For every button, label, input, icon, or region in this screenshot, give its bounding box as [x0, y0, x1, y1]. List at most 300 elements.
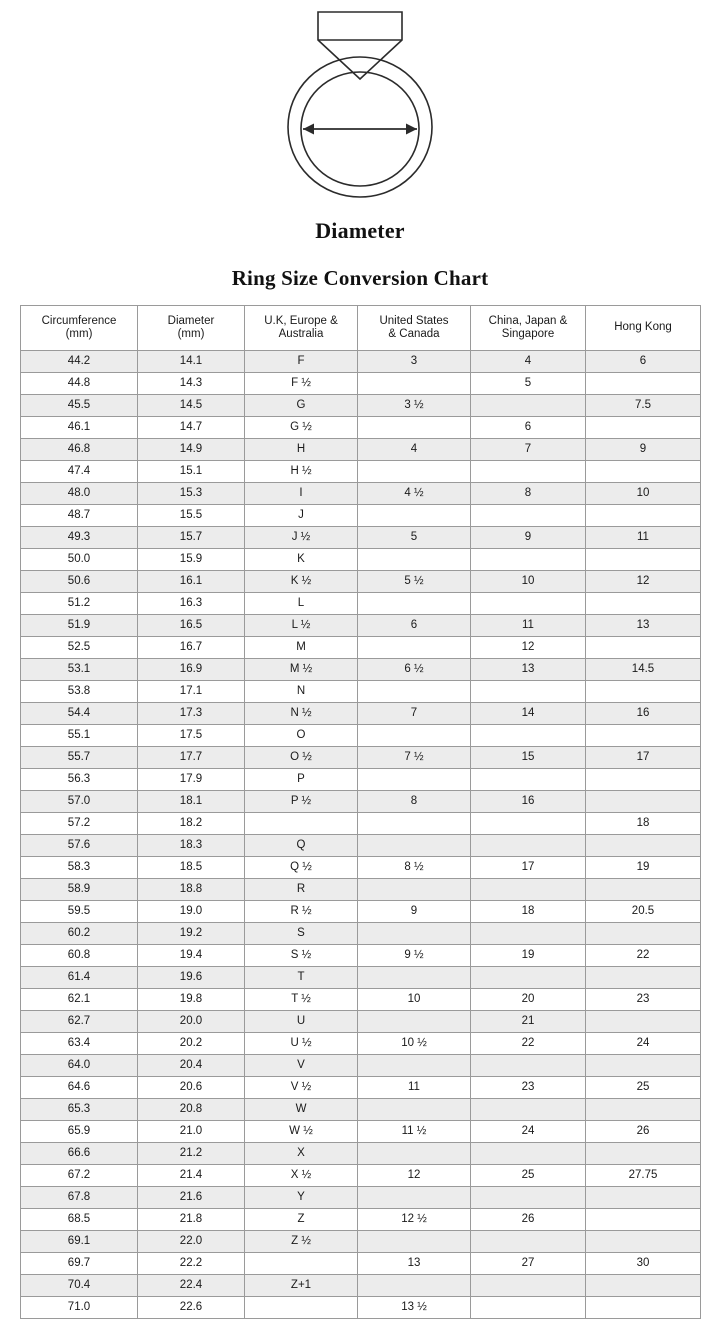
table-cell — [358, 681, 471, 703]
table-cell — [471, 835, 586, 857]
table-cell: 15.1 — [138, 461, 245, 483]
table-cell: 20.2 — [138, 1033, 245, 1055]
table-cell: 8 ½ — [358, 857, 471, 879]
table-cell: 52.5 — [21, 637, 138, 659]
table-cell — [471, 681, 586, 703]
table-cell: 57.0 — [21, 791, 138, 813]
table-cell — [358, 813, 471, 835]
table-cell — [586, 791, 701, 813]
table-cell: 47.4 — [21, 461, 138, 483]
table-cell: 22.4 — [138, 1275, 245, 1297]
table-cell: 14.3 — [138, 373, 245, 395]
table-cell — [358, 373, 471, 395]
table-cell — [245, 1297, 358, 1319]
table-cell — [358, 593, 471, 615]
table-cell: 15.5 — [138, 505, 245, 527]
table-cell — [586, 769, 701, 791]
table-cell: 16.1 — [138, 571, 245, 593]
table-cell: 69.7 — [21, 1253, 138, 1275]
column-header-line2: & Canada — [388, 328, 440, 340]
table-cell — [586, 835, 701, 857]
table-cell: 50.0 — [21, 549, 138, 571]
table-cell: 21.0 — [138, 1121, 245, 1143]
table-cell: 17.1 — [138, 681, 245, 703]
table-row — [21, 923, 701, 945]
table-row — [21, 505, 701, 527]
table-cell: S ½ — [245, 945, 358, 967]
table-row — [21, 1231, 701, 1253]
table-cell — [245, 813, 358, 835]
table-cell: H — [245, 439, 358, 461]
table-cell — [586, 593, 701, 615]
table-cell: 57.2 — [21, 813, 138, 835]
table-cell: 18.8 — [138, 879, 245, 901]
table-row — [21, 351, 701, 373]
table-cell — [471, 813, 586, 835]
table-cell: 26 — [471, 1209, 586, 1231]
table-row — [21, 725, 701, 747]
table-row — [21, 1143, 701, 1165]
table-cell: 11 — [358, 1077, 471, 1099]
table-cell: 62.1 — [21, 989, 138, 1011]
table-cell: 8 — [358, 791, 471, 813]
table-cell: 14.9 — [138, 439, 245, 461]
table-cell: 44.8 — [21, 373, 138, 395]
table-cell: Q ½ — [245, 857, 358, 879]
table-cell: 66.6 — [21, 1143, 138, 1165]
table-cell: J — [245, 505, 358, 527]
table-cell: 6 — [358, 615, 471, 637]
table-cell: 18.5 — [138, 857, 245, 879]
column-header-circumference — [21, 306, 138, 351]
column-header-line1: U.K, Europe & — [264, 314, 338, 327]
table-cell: 16.7 — [138, 637, 245, 659]
column-header-line2: (mm) — [177, 328, 205, 340]
table-cell: 8 — [471, 483, 586, 505]
table-cell: Z ½ — [245, 1231, 358, 1253]
table-cell — [586, 967, 701, 989]
table-row — [21, 791, 701, 813]
table-cell: V ½ — [245, 1077, 358, 1099]
table-cell: 13 — [586, 615, 701, 637]
table-cell — [586, 1099, 701, 1121]
table-cell: 5 — [471, 373, 586, 395]
table-cell: F ½ — [245, 373, 358, 395]
table-cell: 20.0 — [138, 1011, 245, 1033]
table-cell: 14.5 — [586, 659, 701, 681]
table-cell: K ½ — [245, 571, 358, 593]
table-cell: 22.2 — [138, 1253, 245, 1275]
table-cell: 22 — [471, 1033, 586, 1055]
table-row — [21, 989, 701, 1011]
table-cell: 59.5 — [21, 901, 138, 923]
table-row — [21, 769, 701, 791]
table-cell: 12 — [586, 571, 701, 593]
table-cell: 6 — [586, 351, 701, 373]
table-cell: 15.3 — [138, 483, 245, 505]
table-row — [21, 1055, 701, 1077]
table-container — [0, 305, 720, 1319]
table-row — [21, 835, 701, 857]
table-row — [21, 703, 701, 725]
table-cell: 54.4 — [21, 703, 138, 725]
table-row — [21, 901, 701, 923]
table-row — [21, 1187, 701, 1209]
table-cell: 20.8 — [138, 1099, 245, 1121]
table-cell: 17.9 — [138, 769, 245, 791]
table-cell — [358, 1275, 471, 1297]
table-cell: 25 — [586, 1077, 701, 1099]
column-header-line1: United States — [379, 314, 449, 327]
table-cell: M — [245, 637, 358, 659]
table-cell: U — [245, 1011, 358, 1033]
table-cell — [471, 1143, 586, 1165]
table-cell: 20 — [471, 989, 586, 1011]
table-cell: 63.4 — [21, 1033, 138, 1055]
table-cell — [586, 505, 701, 527]
table-cell: 19.8 — [138, 989, 245, 1011]
table-cell: 17 — [471, 857, 586, 879]
table-cell: 27.75 — [586, 1165, 701, 1187]
table-row — [21, 857, 701, 879]
table-cell — [586, 1143, 701, 1165]
table-cell — [358, 1231, 471, 1253]
table-cell: 10 — [471, 571, 586, 593]
table-cell: X ½ — [245, 1165, 358, 1187]
table-cell: 46.1 — [21, 417, 138, 439]
table-row — [21, 1253, 701, 1275]
table-cell — [358, 1099, 471, 1121]
table-cell: 16.9 — [138, 659, 245, 681]
table-cell: 55.7 — [21, 747, 138, 769]
page-title: Ring Size Conversion Chart — [231, 266, 489, 290]
table-row — [21, 527, 701, 549]
table-cell: 11 — [471, 615, 586, 637]
table-cell: 6 — [471, 417, 586, 439]
table-cell — [471, 1099, 586, 1121]
table-cell: M ½ — [245, 659, 358, 681]
table-cell — [358, 725, 471, 747]
table-row — [21, 571, 701, 593]
table-cell — [471, 769, 586, 791]
table-row — [21, 439, 701, 461]
table-cell: 4 — [471, 351, 586, 373]
table-cell: 19.4 — [138, 945, 245, 967]
table-cell: O — [245, 725, 358, 747]
table-row — [21, 1165, 701, 1187]
table-cell: 14.1 — [138, 351, 245, 373]
table-cell: 64.0 — [21, 1055, 138, 1077]
table-cell: 19.6 — [138, 967, 245, 989]
table-cell — [586, 1055, 701, 1077]
column-header-us-canada — [358, 306, 471, 351]
table-cell: 20.4 — [138, 1055, 245, 1077]
table-cell: 65.3 — [21, 1099, 138, 1121]
table-cell: 4 — [358, 439, 471, 461]
table-cell: 15.7 — [138, 527, 245, 549]
column-header-diameter — [138, 306, 245, 351]
table-cell: 12 ½ — [358, 1209, 471, 1231]
table-cell — [586, 879, 701, 901]
table-cell: 20.6 — [138, 1077, 245, 1099]
table-cell: 49.3 — [21, 527, 138, 549]
column-header-line1: China, Japan & — [488, 314, 568, 327]
table-cell: W ½ — [245, 1121, 358, 1143]
ring-size-table — [20, 305, 701, 1319]
table-cell: G — [245, 395, 358, 417]
table-cell: N — [245, 681, 358, 703]
table-cell — [358, 637, 471, 659]
table-cell: 51.9 — [21, 615, 138, 637]
table-cell — [358, 1143, 471, 1165]
table-cell — [586, 417, 701, 439]
table-cell: V — [245, 1055, 358, 1077]
table-cell: 48.7 — [21, 505, 138, 527]
table-cell — [586, 1187, 701, 1209]
table-cell: 67.2 — [21, 1165, 138, 1187]
table-cell: 6 ½ — [358, 659, 471, 681]
table-cell — [471, 1231, 586, 1253]
table-row — [21, 615, 701, 637]
table-cell — [471, 395, 586, 417]
table-cell — [471, 1055, 586, 1077]
table-cell: 14.7 — [138, 417, 245, 439]
table-cell: I — [245, 483, 358, 505]
table-cell: Q — [245, 835, 358, 857]
table-cell: X — [245, 1143, 358, 1165]
table-cell: 13 — [358, 1253, 471, 1275]
table-cell: 18 — [586, 813, 701, 835]
table-cell: 46.8 — [21, 439, 138, 461]
table-cell: 55.1 — [21, 725, 138, 747]
column-header-line2: (mm) — [65, 328, 93, 340]
table-cell: 60.8 — [21, 945, 138, 967]
table-cell: 53.8 — [21, 681, 138, 703]
table-cell — [471, 923, 586, 945]
table-cell: 19 — [471, 945, 586, 967]
table-cell: 10 ½ — [358, 1033, 471, 1055]
table-cell: 18.3 — [138, 835, 245, 857]
table-cell — [586, 923, 701, 945]
table-cell — [245, 1253, 358, 1275]
table-cell — [471, 1187, 586, 1209]
table-cell: 13 — [471, 659, 586, 681]
table-cell: 24 — [586, 1033, 701, 1055]
table-cell — [471, 725, 586, 747]
table-cell: 58.9 — [21, 879, 138, 901]
table-cell: 58.3 — [21, 857, 138, 879]
table-cell: P ½ — [245, 791, 358, 813]
table-cell: 61.4 — [21, 967, 138, 989]
table-cell: 18 — [471, 901, 586, 923]
table-cell: P — [245, 769, 358, 791]
table-cell: Z+1 — [245, 1275, 358, 1297]
table-cell: 70.4 — [21, 1275, 138, 1297]
table-row — [21, 1297, 701, 1319]
table-cell: 21.2 — [138, 1143, 245, 1165]
table-cell: 53.1 — [21, 659, 138, 681]
table-header — [21, 306, 701, 351]
table-cell: 15 — [471, 747, 586, 769]
table-cell — [358, 1187, 471, 1209]
table-cell — [358, 879, 471, 901]
table-cell: 3 ½ — [358, 395, 471, 417]
table-cell — [586, 637, 701, 659]
table-cell: 51.2 — [21, 593, 138, 615]
table-cell: 17 — [586, 747, 701, 769]
table-cell: 19.2 — [138, 923, 245, 945]
table-cell: 15.9 — [138, 549, 245, 571]
table-cell — [586, 549, 701, 571]
table-cell: 21.4 — [138, 1165, 245, 1187]
table-cell: 16 — [471, 791, 586, 813]
table-cell: Z — [245, 1209, 358, 1231]
table-cell: 5 — [358, 527, 471, 549]
column-header-line2: Australia — [278, 328, 324, 340]
table-row — [21, 593, 701, 615]
table-cell: 11 ½ — [358, 1121, 471, 1143]
table-cell: 67.8 — [21, 1187, 138, 1209]
table-cell: 69.1 — [21, 1231, 138, 1253]
table-cell: 4 ½ — [358, 483, 471, 505]
table-header-row — [21, 306, 701, 351]
table-row — [21, 1033, 701, 1055]
table-cell — [471, 549, 586, 571]
table-cell: 16.3 — [138, 593, 245, 615]
table-cell: 71.0 — [21, 1297, 138, 1319]
table-cell — [471, 879, 586, 901]
table-row — [21, 395, 701, 417]
table-cell: 19 — [586, 857, 701, 879]
table-cell: 17.3 — [138, 703, 245, 725]
table-cell: 11 — [586, 527, 701, 549]
table-row — [21, 945, 701, 967]
table-cell — [358, 549, 471, 571]
table-row — [21, 483, 701, 505]
table-cell: L ½ — [245, 615, 358, 637]
table-cell — [586, 461, 701, 483]
column-header-line2: Singapore — [501, 328, 555, 340]
table-cell — [471, 1297, 586, 1319]
table-cell: 10 — [586, 483, 701, 505]
table-cell: L — [245, 593, 358, 615]
table-row — [21, 813, 701, 835]
table-cell: 19.0 — [138, 901, 245, 923]
table-cell — [586, 1231, 701, 1253]
table-body — [21, 351, 701, 1319]
table-cell: 12 — [358, 1165, 471, 1187]
table-cell: 9 — [471, 527, 586, 549]
table-cell — [586, 681, 701, 703]
table-cell: 27 — [471, 1253, 586, 1275]
table-cell: 65.9 — [21, 1121, 138, 1143]
table-cell — [586, 1275, 701, 1297]
table-cell: S — [245, 923, 358, 945]
table-row — [21, 879, 701, 901]
table-cell — [586, 373, 701, 395]
table-cell: 5 ½ — [358, 571, 471, 593]
diagram-caption: Diameter — [315, 218, 405, 243]
table-cell: 7 — [358, 703, 471, 725]
table-cell: 21.8 — [138, 1209, 245, 1231]
ring-diameter-illustration — [260, 7, 460, 202]
table-cell — [358, 461, 471, 483]
table-row — [21, 417, 701, 439]
table-cell — [471, 505, 586, 527]
column-header-hong-kong — [586, 306, 701, 351]
table-cell — [586, 1209, 701, 1231]
column-header-china-japan-singapore — [471, 306, 586, 351]
table-cell: 62.7 — [21, 1011, 138, 1033]
table-row — [21, 659, 701, 681]
table-row — [21, 747, 701, 769]
column-header-line1: Diameter — [167, 314, 215, 327]
table-row — [21, 637, 701, 659]
table-cell — [358, 923, 471, 945]
table-row — [21, 1077, 701, 1099]
table-cell: 21 — [471, 1011, 586, 1033]
table-cell: 7 ½ — [358, 747, 471, 769]
table-cell — [586, 725, 701, 747]
column-header-line1: Hong Kong — [614, 321, 672, 334]
table-cell — [358, 417, 471, 439]
table-cell: R ½ — [245, 901, 358, 923]
table-cell: 22.6 — [138, 1297, 245, 1319]
table-cell — [358, 505, 471, 527]
table-cell: N ½ — [245, 703, 358, 725]
table-cell — [358, 835, 471, 857]
table-cell: Y — [245, 1187, 358, 1209]
table-cell: 22.0 — [138, 1231, 245, 1253]
table-cell — [471, 593, 586, 615]
table-cell: 7.5 — [586, 395, 701, 417]
table-cell: 14.5 — [138, 395, 245, 417]
table-cell — [586, 1011, 701, 1033]
table-cell: 48.0 — [21, 483, 138, 505]
table-cell: O ½ — [245, 747, 358, 769]
table-cell: 30 — [586, 1253, 701, 1275]
column-header-uk-europe-australia — [245, 306, 358, 351]
table-cell: 50.6 — [21, 571, 138, 593]
table-row — [21, 1121, 701, 1143]
table-cell: 16.5 — [138, 615, 245, 637]
table-cell: 17.5 — [138, 725, 245, 747]
table-cell: 22 — [586, 945, 701, 967]
table-cell: 7 — [471, 439, 586, 461]
table-cell — [358, 1011, 471, 1033]
table-cell: 13 ½ — [358, 1297, 471, 1319]
table-cell: 14 — [471, 703, 586, 725]
table-cell: 25 — [471, 1165, 586, 1187]
table-cell: 45.5 — [21, 395, 138, 417]
table-cell: 18.1 — [138, 791, 245, 813]
table-cell: T ½ — [245, 989, 358, 1011]
table-cell — [471, 461, 586, 483]
table-cell: T — [245, 967, 358, 989]
column-header-line1: Circumference — [41, 314, 117, 327]
table-cell: R — [245, 879, 358, 901]
table-cell — [358, 967, 471, 989]
table-cell: 44.2 — [21, 351, 138, 373]
table-cell — [358, 1055, 471, 1077]
ring-diagram — [0, 0, 720, 200]
table-row — [21, 681, 701, 703]
table-row — [21, 1011, 701, 1033]
table-cell: F — [245, 351, 358, 373]
table-cell: 16 — [586, 703, 701, 725]
table-cell: 23 — [471, 1077, 586, 1099]
table-cell: K — [245, 549, 358, 571]
